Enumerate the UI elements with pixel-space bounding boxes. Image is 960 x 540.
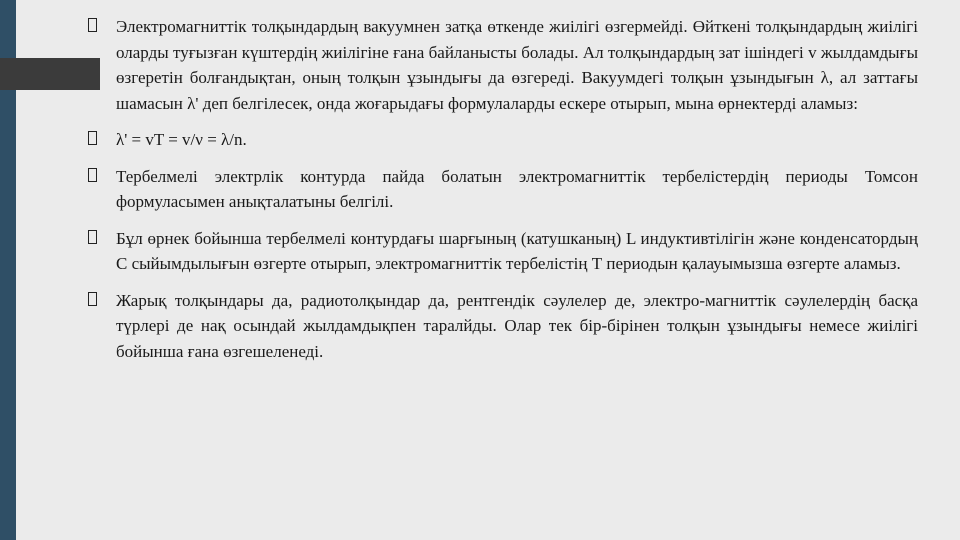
bullet-item: [88, 14, 918, 116]
bullet-box-icon: [88, 230, 97, 244]
bullet-item: [88, 288, 918, 365]
bullet-text: Бұл өрнек бойынша тербелмелі контурдағы шарғының (катушканың) L индуктивтілігін және конденсатордың С сыйымдылығын өзгерте отырып, электромагниттік тербелістің Т периодын қалауымызша өзгерте аламыз.: [116, 228, 918, 273]
bullet-box-icon: [88, 292, 97, 306]
bullet-text: Тербелмелі электрлік контурда пайда болатын электромагниттік тербелістердің периоды Томсон формуласымен анықталатыны белгілі.: [116, 166, 918, 211]
bullet-box-icon: [88, 168, 97, 182]
bullet-item: [88, 127, 918, 153]
bullet-text: Электромагниттік толқындардың вакуумнен затқа өткенде жиілігі өзгермейді. Өйткені толқындардың жиілігі оларды туғызған күштердің жиілігіне ғана байланысты болады. Ал толқындардың зат ішіндегі v жылдамдығы өзгеретін болғандықтан, оның толқын ұзындығы да өзгереді. Вакуумдегі толқын ұзындығын λ, ал заттағы шамасын λ' деп белгілесек, онда жоғарыдағы формулаларды ескере отырып, мына өрнектерді аламыз:: [116, 17, 918, 113]
decorative-tab-bar: [0, 58, 100, 90]
bullet-box-icon: [88, 18, 97, 32]
bullet-text: Жарық толқындары да, радиотолқындар да, рентгендік сәулелер де, электро-магниттік сәулелердің басқа түрлері де нақ осындай жылдамдықпен таралйды. Олар тек бір-бірінен толқын ұзындығы немесе жиілігі бойынша ғана өзгешеленеді.: [116, 290, 918, 361]
bullet-text: λ' = vT = v/ν = λ/n.: [116, 130, 247, 149]
bullet-item: [88, 164, 918, 215]
slide-content: [88, 14, 918, 375]
bullet-box-icon: [88, 131, 97, 145]
bullet-item: [88, 226, 918, 277]
